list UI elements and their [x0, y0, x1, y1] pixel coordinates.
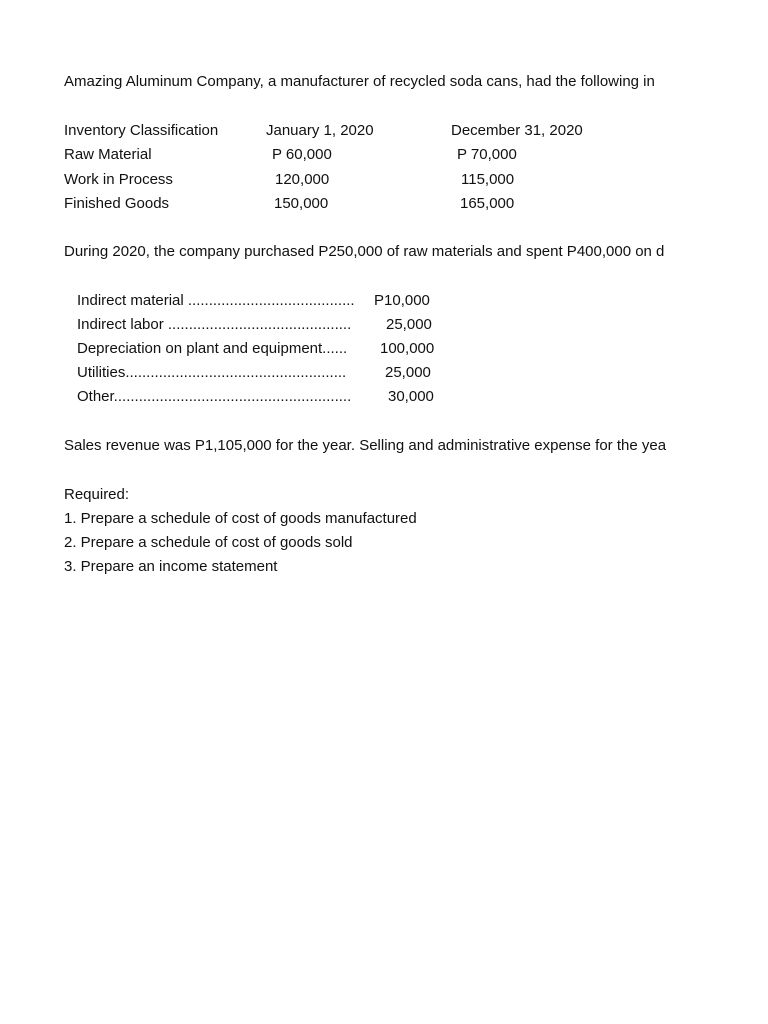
intro-paragraph: Amazing Aluminum Company, a manufacturer of recycled soda cans, had the following in: [64, 73, 655, 90]
row-dec-value: 165,000: [460, 195, 515, 212]
overhead-amount: 100,000: [380, 340, 435, 357]
row-jan-value: P 60,000: [272, 146, 332, 163]
sales-paragraph: Sales revenue was P1,105,000 for the year. Selling and administrative expense for the yea: [64, 437, 667, 454]
overhead-label: Indirect material ........................................: [77, 292, 355, 309]
header-january: January 1, 2020: [266, 122, 374, 139]
row-label: Work in Process: [64, 171, 173, 188]
row-dec-value: 115,000: [461, 171, 515, 188]
list-item: 3. Prepare an income statement: [64, 558, 278, 575]
purchases-paragraph: During 2020, the company purchased P250,000 of raw materials and spent P400,000 on d: [64, 243, 665, 260]
overhead-label: Depreciation on plant and equipment......: [77, 340, 348, 357]
overhead-label: Utilities.....................................................: [77, 364, 347, 381]
row-label: Finished Goods: [64, 195, 170, 212]
list-item: 1. Prepare a schedule of cost of goods manufactured: [64, 510, 417, 527]
overhead-amount: 25,000: [385, 364, 431, 381]
overhead-amount: P10,000: [374, 292, 430, 309]
list-item: 2. Prepare a schedule of cost of goods sold: [64, 534, 353, 551]
header-december: December 31, 2020: [451, 122, 583, 139]
row-jan-value: 120,000: [275, 171, 330, 188]
overhead-label: Other.........................................................: [77, 388, 352, 405]
row-label: Raw Material: [64, 146, 152, 163]
row-dec-value: P 70,000: [457, 146, 517, 163]
overhead-amount: 30,000: [388, 388, 434, 405]
required-heading: Required:: [64, 486, 130, 503]
overhead-amount: 25,000: [386, 316, 432, 333]
header-classification: Inventory Classification: [64, 122, 219, 139]
overhead-label: Indirect labor ............................................: [77, 316, 352, 333]
row-jan-value: 150,000: [274, 195, 329, 212]
